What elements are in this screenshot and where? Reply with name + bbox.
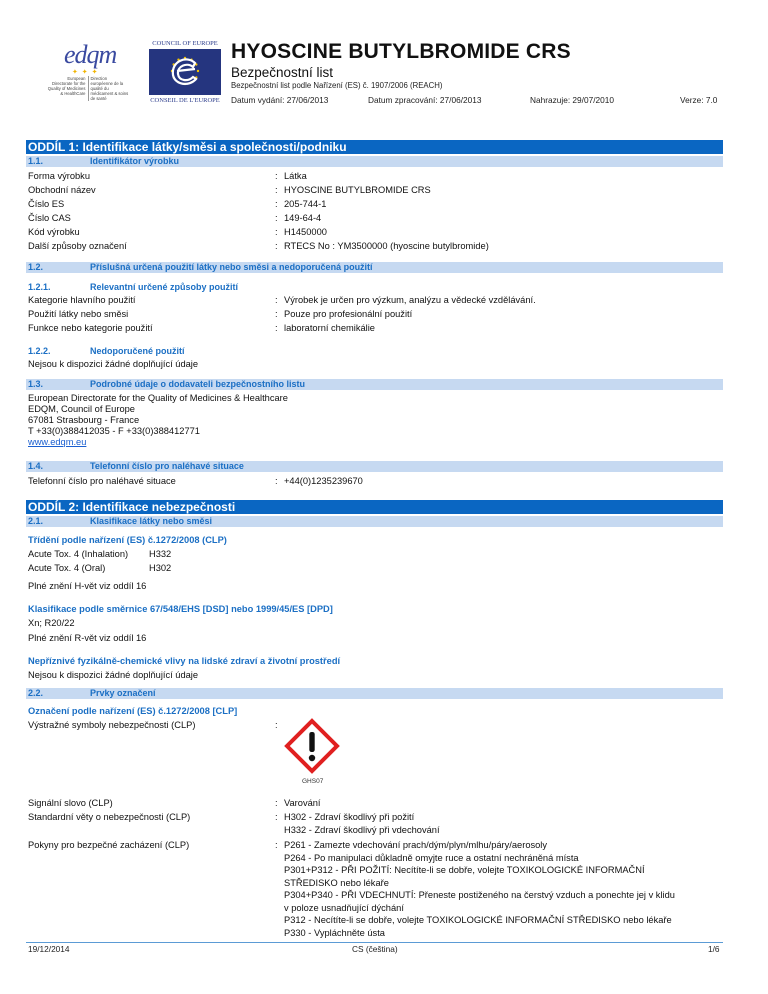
section-2-header: ODDÍL 2: Identifikace nebezpečnosti bbox=[26, 500, 723, 514]
field-label: Funkce nebo kategorie použití bbox=[28, 323, 153, 333]
edqm-name-fr: Direction européenne de la qualité du médicament & soins de santé bbox=[90, 76, 129, 101]
coe-name-en: COUNCIL OF EUROPE bbox=[152, 40, 218, 47]
ghs07-exclamation-pictogram-icon bbox=[284, 718, 340, 774]
field-label: Použití látky nebo směsi bbox=[28, 309, 129, 319]
subsection-number: 1.1. bbox=[28, 156, 44, 166]
clp-classification-heading: Třídění podle nařízení (ES) č.1272/2008 (CLP) bbox=[28, 535, 227, 545]
subsection-title: Klasifikace látky nebo směsi bbox=[90, 516, 213, 526]
council-of-europe-logo bbox=[146, 40, 224, 108]
subsection-1-2-2-header bbox=[28, 346, 185, 356]
precautionary-statement: P312 - Necítíte-li se dobře, volejte TOXIKOLOGICKÉ INFORMAČNÍ STŘEDISKO nebo lékaře bbox=[284, 915, 672, 925]
subsection-2-1-header bbox=[26, 516, 723, 527]
field-label: Standardní věty o nebezpečnosti (CLP) bbox=[28, 812, 191, 822]
hazard-statements bbox=[284, 811, 440, 836]
field-value: Výrobek je určen pro výzkum, analýzu a vědecké vzdělávání. bbox=[284, 295, 536, 305]
field-label: Kód výrobku bbox=[28, 227, 80, 237]
precautionary-statement: v poloze usnadňující dýchání bbox=[284, 902, 404, 913]
document-title: HYOSCINE BUTYLBROMIDE CRS bbox=[231, 40, 571, 63]
field-value: 205-744-1 bbox=[284, 199, 327, 209]
supplier-line: 67081 Strasbourg - France bbox=[28, 415, 140, 425]
supplier-line: T +33(0)388412035 - F +33(0)388412771 bbox=[28, 426, 200, 436]
edqm-wordmark: edqm bbox=[64, 40, 117, 69]
coe-name-fr: CONSEIL DE L'EUROPE bbox=[150, 97, 220, 104]
dsd-classification-heading: Klasifikace podle směrnice 67/548/EHS [DSD] nebo 1999/45/ES [DPD] bbox=[28, 604, 333, 614]
field-value: Pouze pro profesionální použití bbox=[284, 309, 413, 319]
footer-page-number: 1/6 bbox=[708, 944, 720, 954]
supersedes-date: Nahrazuje: 29/07/2010 bbox=[530, 95, 614, 105]
subsection-1-2-1-header bbox=[28, 282, 238, 292]
subsection-title: Prvky označení bbox=[90, 688, 156, 698]
edqm-name-en: European Directorate for the Quality of Medicines & HealthCare bbox=[44, 76, 89, 101]
field-label: Další způsoby označení bbox=[28, 241, 127, 251]
field-value: laboratorní chemikálie bbox=[284, 323, 375, 333]
hazard-class: Acute Tox. 4 (Oral) bbox=[28, 563, 106, 573]
edqm-stars-icon: ✦ ✦ ✦ bbox=[72, 69, 99, 76]
adverse-effects-value: Nejsou k dispozici žádné doplňující údaje bbox=[28, 670, 199, 680]
subsection-title: Nedoporučené použití bbox=[90, 346, 185, 356]
field-value: H1450000 bbox=[284, 227, 327, 237]
r-phrases-note: Plné znění R-vět viz oddíl 16 bbox=[28, 633, 147, 643]
subsection-1-4-header bbox=[26, 461, 723, 472]
subsection-2-2-header bbox=[26, 688, 723, 699]
subsection-number: 1.4. bbox=[28, 461, 44, 471]
field-value: RTECS No : YM3500000 (hyoscine butylbromide) bbox=[284, 241, 489, 251]
clp-labelling-heading: Označení podle nařízení (ES) č.1272/2008 [CLP] bbox=[28, 706, 238, 716]
document-subtitle: Bezpečnostní list bbox=[231, 65, 334, 80]
field-value: 149-64-4 bbox=[284, 213, 322, 223]
field-value: HYOSCINE BUTYLBROMIDE CRS bbox=[284, 185, 431, 195]
hazard-class: Acute Tox. 4 (Inhalation) bbox=[28, 549, 129, 559]
precautionary-statements bbox=[284, 839, 675, 939]
field-label: Číslo CAS bbox=[28, 213, 71, 223]
subsection-1-3-header bbox=[26, 379, 723, 390]
signal-word: Varování bbox=[284, 798, 321, 808]
subsection-title: Příslušná určená použití látky nebo směsi a nedoporučená použití bbox=[90, 262, 373, 272]
footer-date: 19/12/2014 bbox=[28, 944, 70, 954]
emergency-phone: +44(0)1235239670 bbox=[284, 476, 363, 486]
subsection-number: 1.2. bbox=[28, 262, 44, 272]
hazard-code: H332 bbox=[149, 549, 172, 559]
precautionary-statement: P304+P340 - PŘI VDECHNUTÍ: Přeneste postiženého na čerstvý vzduch a ponechte jej v klidu bbox=[284, 890, 675, 900]
field-label: Forma výrobku bbox=[28, 171, 90, 181]
pictogram-code: GHS07 bbox=[302, 778, 324, 785]
field-label: Pokyny pro bezpečné zacházení (CLP) bbox=[28, 840, 190, 850]
issue-date: Datum vydání: 27/06/2013 bbox=[231, 95, 329, 105]
supplier-line: EDQM, Council of Europe bbox=[28, 404, 135, 414]
section-1-header: ODDÍL 1: Identifikace látky/směsi a společnosti/podniku bbox=[26, 140, 723, 154]
subsection-1-1-header bbox=[26, 156, 723, 167]
subsection-number: 1.2.1. bbox=[28, 282, 51, 292]
not-recommended-text: Nejsou k dispozici žádné doplňující údaje bbox=[28, 359, 199, 369]
subsection-number: 1.2.2. bbox=[28, 346, 51, 356]
field-label: Signální slovo (CLP) bbox=[28, 798, 113, 808]
precautionary-statement: P261 - Zamezte vdechování prach/dým/plyn/mlhu/páry/aerosoly bbox=[284, 840, 548, 850]
field-value: Látka bbox=[284, 171, 307, 181]
subsection-title: Identifikátor výrobku bbox=[90, 156, 180, 166]
h-phrases-note: Plné znění H-vět viz oddíl 16 bbox=[28, 581, 147, 591]
coe-flag-icon bbox=[149, 49, 221, 95]
adverse-effects-heading: Nepříznivé fyzikálně-chemické vlivy na lidské zdraví a životní prostředí bbox=[28, 656, 341, 666]
revision-date: Datum zpracování: 27/06/2013 bbox=[368, 95, 482, 105]
supplier-address bbox=[28, 393, 288, 448]
hazard-statement: H302 - Zdraví škodlivý při požití bbox=[284, 812, 415, 822]
subsection-title: Relevantní určené způsoby použití bbox=[90, 282, 239, 292]
precautionary-statement: STŘEDISKO nebo lékaře bbox=[284, 877, 389, 888]
regulation-line: Bezpečnostní list podle Nařízení (ES) č. 1907/2006 (REACH) bbox=[231, 81, 443, 90]
subsection-title: Telefonní číslo pro naléhavé situace bbox=[90, 461, 244, 471]
field-label: Výstražné symboly nebezpečnosti (CLP) bbox=[28, 720, 196, 730]
hazard-statement: H332 - Zdraví škodlivý při vdechování bbox=[284, 824, 440, 835]
field-label: Číslo ES bbox=[28, 199, 65, 209]
hazard-code: H302 bbox=[149, 563, 172, 573]
dsd-classification-value: Xn; R20/22 bbox=[28, 618, 75, 628]
field-label: Kategorie hlavního použití bbox=[28, 295, 136, 305]
field-label: Telefonní číslo pro naléhavé situace bbox=[28, 476, 176, 486]
supplier-line: European Directorate for the Quality of Medicines & Healthcare bbox=[28, 393, 288, 403]
subsection-number: 2.1. bbox=[28, 516, 44, 526]
precautionary-statement: P301+P312 - PŘI POŽITÍ: Necítíte-li se dobře, volejte TOXIKOLOGICKÉ INFORMAČNÍ bbox=[284, 865, 645, 875]
edqm-logo bbox=[44, 40, 132, 108]
precautionary-statement: P264 - Po manipulaci důkladně omyjte ruce a ostatní nechráněná místa bbox=[284, 852, 579, 863]
footer-divider bbox=[26, 942, 723, 943]
field-label: Obchodní název bbox=[28, 185, 96, 195]
footer-language: CS (čeština) bbox=[352, 944, 398, 954]
subsection-number: 2.2. bbox=[28, 688, 44, 698]
version: Verze: 7.0 bbox=[680, 95, 718, 105]
website-link[interactable]: www.edqm.eu bbox=[28, 437, 87, 447]
subsection-number: 1.3. bbox=[28, 379, 44, 389]
subsection-1-2-header bbox=[26, 262, 723, 273]
precautionary-statement: P330 - Vypláchněte ústa bbox=[284, 927, 385, 938]
subsection-title: Podrobné údaje o dodavateli bezpečnostního listu bbox=[90, 379, 306, 389]
